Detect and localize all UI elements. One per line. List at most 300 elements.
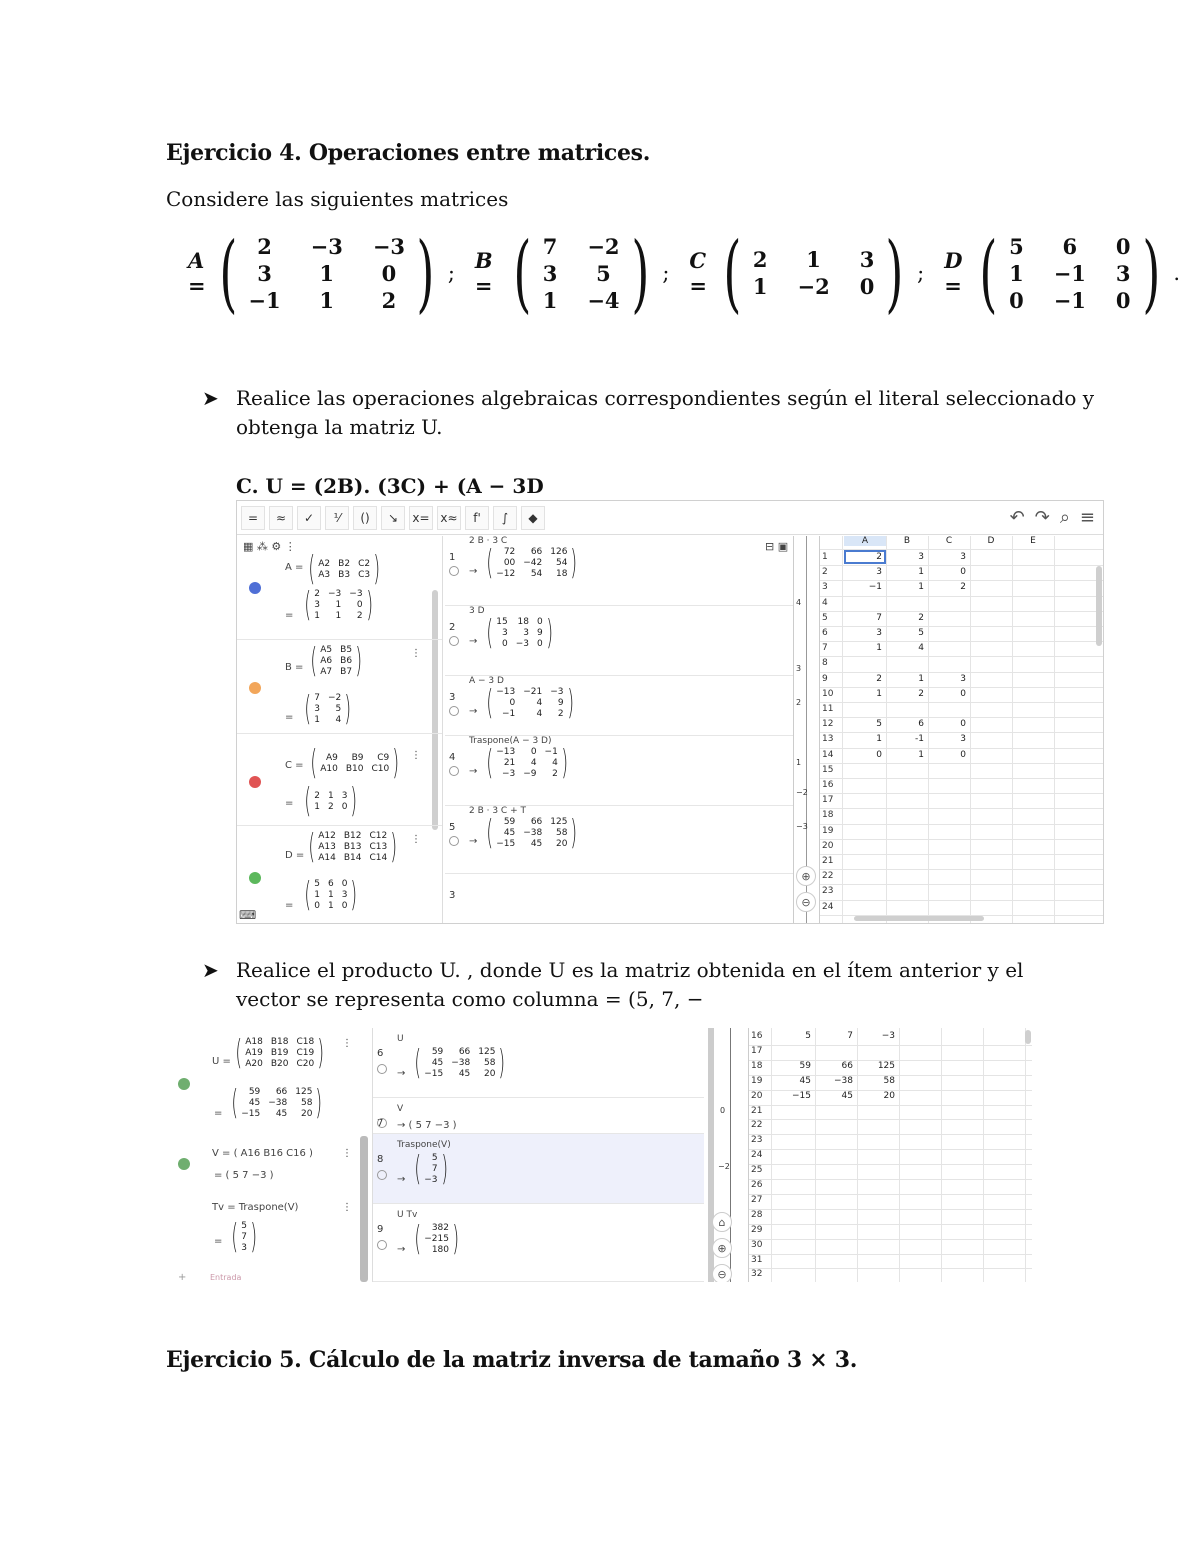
row-header[interactable]: 18 [822, 810, 834, 821]
matrix-entry: 5 [1009, 233, 1024, 259]
mini-matrix-entry: 59 [431, 1047, 444, 1057]
column-header[interactable]: A [844, 536, 886, 546]
cas-row[interactable] [445, 806, 793, 874]
cas-row[interactable] [445, 536, 793, 606]
algebra-item-d[interactable] [237, 826, 442, 924]
sheet-cell[interactable]: −3 [881, 1031, 895, 1041]
cas-input[interactable]: U Tv [397, 1210, 418, 1220]
toolbar-button-expand[interactable]: ↘ [381, 506, 405, 530]
sheet-cell[interactable]: 3 [876, 567, 882, 578]
toolbar-button-solve[interactable]: x≈ [437, 506, 461, 530]
cas-row[interactable] [445, 874, 793, 924]
cas-row-number: 5 [449, 822, 456, 833]
row-header[interactable]: 25 [751, 1165, 763, 1176]
sheet-cell[interactable]: −15 [792, 1090, 811, 1101]
sheet-cell[interactable]: 20 [883, 1090, 895, 1101]
algebra-item-b[interactable] [237, 640, 442, 734]
sheet-scrollbar[interactable] [1025, 1030, 1031, 1044]
item-2-line-1: Realice el producto U. , donde U es la matriz obtenida en el ítem anterior y el [236, 958, 1024, 982]
row-header[interactable]: 30 [751, 1239, 763, 1250]
matrix-entry: 7 [542, 233, 558, 259]
grid-line [820, 656, 1104, 657]
search-icon[interactable]: ⌕ [1059, 507, 1070, 528]
row-header[interactable]: 16 [751, 1031, 763, 1041]
cas-row[interactable] [445, 606, 793, 676]
sheet-cell[interactable]: -1 [915, 734, 924, 745]
mini-matrix-entry: 1 [328, 790, 334, 801]
row-header[interactable]: 23 [822, 886, 834, 897]
visibility-toggle-d[interactable] [249, 872, 261, 884]
row-header[interactable]: 18 [751, 1060, 763, 1071]
cas-row[interactable] [445, 676, 793, 736]
redo-icon[interactable]: ↷ [1034, 507, 1050, 528]
toolbar-button-substitute[interactable]: x= [409, 506, 433, 530]
matrix-entry: 0 [1115, 287, 1131, 313]
sheet-cell[interactable]: 45 [799, 1075, 811, 1086]
sheet-cell[interactable]: 2 [876, 552, 882, 562]
cas-row-radio[interactable] [449, 636, 459, 646]
sheet-cell[interactable]: 5 [918, 628, 924, 638]
sheet-horizontal-scrollbar[interactable] [854, 916, 984, 921]
matrix-c-name: C = [689, 248, 708, 298]
left-paren: ( [308, 827, 315, 867]
cas-output-matrix [483, 813, 581, 853]
row-header[interactable]: 32 [751, 1269, 763, 1280]
cas-row-radio[interactable] [449, 706, 459, 716]
row-header[interactable]: 26 [751, 1180, 763, 1190]
sheet-cell[interactable]: 1 [876, 688, 882, 699]
mini-matrix-entry: 3 [314, 600, 320, 610]
tick-label: −2 [796, 788, 808, 797]
graphics-view-2[interactable] [704, 1028, 748, 1282]
right-paren: ) [250, 1217, 257, 1257]
row-header[interactable]: 14 [822, 749, 834, 760]
left-paren: ( [723, 224, 742, 322]
matrix-entry: 3 [542, 260, 558, 286]
algebra-item-menu-icon[interactable]: ⋮ [411, 834, 421, 845]
input-bar-hint[interactable]: Entrada [210, 1273, 242, 1282]
row-header[interactable]: 7 [822, 643, 828, 654]
cas-output-matrix [483, 683, 577, 723]
right-paren: ) [570, 543, 578, 583]
row-header[interactable]: 13 [822, 734, 834, 745]
sheet-cell[interactable]: 59 [799, 1060, 811, 1071]
mini-matrix-entry: B2 [338, 558, 351, 569]
algebra-item-menu-icon[interactable]: ⋮ [342, 1148, 352, 1159]
grid-line [749, 1224, 1032, 1225]
toolbar-button-derivative[interactable]: f' [465, 506, 489, 530]
toolbar-button-fraction[interactable]: ⅟ [325, 506, 349, 530]
row-header[interactable]: 23 [751, 1135, 763, 1146]
algebra-item-menu-icon[interactable]: ⋮ [342, 1202, 352, 1213]
tick-label: −3 [796, 822, 808, 831]
mini-matrix-entry: A7 [320, 667, 333, 677]
right-paren: ) [315, 1083, 323, 1123]
visibility-toggle-c[interactable] [249, 776, 261, 788]
algebra-item-menu-icon[interactable]: ⋮ [342, 1038, 352, 1049]
sheet-cell[interactable]: 0 [960, 749, 966, 760]
toolbar-button-evaluate[interactable]: = [241, 506, 265, 530]
grid-line [749, 1164, 1032, 1165]
keyboard-icon[interactable]: ⌨ [239, 908, 257, 922]
cas-view-header-icons: ⊟ ▣ [765, 540, 789, 553]
left-paren: ( [304, 585, 311, 625]
row-header[interactable]: 1 [822, 552, 828, 562]
row-header[interactable]: 28 [751, 1209, 763, 1220]
cas-row[interactable] [373, 1134, 704, 1204]
cas-row-radio[interactable] [377, 1170, 387, 1180]
sheet-cell[interactable]: 4 [918, 643, 924, 654]
cas-row-radio[interactable] [449, 836, 459, 846]
matrix-entry: 1 [319, 287, 335, 313]
mini-matrix-entry: −1 [544, 747, 558, 757]
mini-matrix-entry: 15 [496, 617, 508, 627]
mini-matrix-entry: A5 [320, 645, 333, 655]
matrix-entry: 1 [319, 260, 335, 286]
mini-matrix-entry: C13 [369, 842, 388, 852]
cas-input[interactable]: 2 B · 3 C [469, 536, 508, 546]
right-paren: ) [350, 781, 358, 821]
left-paren: ( [310, 641, 317, 681]
algebra-item-menu-icon[interactable]: ⋮ [411, 648, 421, 659]
matrix-entry: 1 [542, 287, 558, 313]
row-header[interactable]: 22 [822, 871, 834, 882]
zoom-in-icon[interactable]: ⊕ [796, 866, 816, 886]
matrix-entry: −3 [372, 233, 406, 259]
mini-matrix-entry: 6 [328, 879, 334, 889]
zoom-out-icon[interactable]: ⊖ [712, 1264, 732, 1282]
matrix-entry: −1 [1053, 287, 1086, 313]
spreadsheet-view-2[interactable] [748, 1028, 1032, 1282]
sheet-cell[interactable]: 1 [918, 567, 924, 578]
row-header[interactable]: 10 [822, 688, 834, 699]
mini-matrix-entry: 2 [356, 611, 363, 621]
toolbar-button-delete[interactable]: ◆ [521, 506, 545, 530]
grid-line [820, 900, 1104, 901]
sheet-cell[interactable]: 3 [918, 552, 924, 562]
grid-line [820, 793, 1104, 794]
matrix-entry: −4 [587, 287, 620, 313]
mini-matrix-entries [314, 791, 347, 812]
sheet-cell[interactable]: 1 [918, 673, 924, 684]
grid-line [820, 869, 1104, 870]
mini-matrix-entries [241, 1221, 247, 1253]
cas-output-matrix [483, 543, 581, 583]
toolbar-right [1010, 507, 1095, 528]
cas-output-matrix [411, 1219, 462, 1259]
mini-matrix-entry: 125 [295, 1087, 313, 1097]
matrix-c [689, 224, 944, 322]
mini-matrix-entry: 18 [556, 569, 568, 579]
sheet-cell[interactable]: 2 [876, 673, 882, 684]
toolbar-button-factor[interactable]: () [353, 506, 377, 530]
mini-matrix-entry: 2 [552, 769, 558, 779]
algebra-c-eq: = [285, 798, 294, 809]
sheet-cell[interactable]: 3 [960, 673, 966, 684]
mini-matrix-entry: A9 [325, 752, 338, 763]
matrix-entry: 2 [752, 247, 768, 272]
row-header[interactable]: 24 [751, 1150, 763, 1161]
cas-row[interactable] [373, 1204, 704, 1282]
column-header[interactable]: C [945, 536, 953, 546]
cas-row-radio[interactable] [377, 1064, 387, 1074]
row-header[interactable]: 22 [751, 1120, 763, 1131]
matrix-entry: 6 [1062, 233, 1078, 259]
grid-line [899, 1028, 900, 1282]
algebra-a-def: A = [285, 562, 304, 573]
sheet-cell[interactable]: −1 [868, 582, 882, 593]
row-header[interactable]: 21 [751, 1105, 763, 1116]
algebra-b-value [301, 689, 355, 729]
grid-line [820, 596, 1104, 597]
right-paren: ) [885, 224, 904, 322]
cas-input[interactable]: V [397, 1104, 404, 1114]
right-paren: ) [452, 1219, 459, 1259]
sheet-cell[interactable]: 1 [918, 749, 924, 760]
grid-line [749, 1194, 1032, 1195]
cas-row-radio[interactable] [449, 766, 459, 776]
sheet-cell[interactable]: 58 [883, 1075, 895, 1086]
mini-matrix-entry: 45 [530, 839, 543, 849]
left-paren: ( [979, 224, 998, 322]
mini-matrix-entry: A13 [318, 842, 336, 852]
item-1-text [236, 384, 1094, 442]
sheet-cell[interactable]: 125 [877, 1060, 895, 1071]
toolbar-button-integral[interactable]: ∫ [493, 506, 517, 530]
mini-matrix-entry: C20 [296, 1059, 315, 1069]
row-header[interactable]: 21 [822, 856, 834, 866]
cas-output-matrix [483, 613, 556, 653]
bullet-arrow-icon: ➤ [202, 386, 219, 410]
algebra-a-cells [305, 549, 383, 589]
mini-matrix-entry: −3 [501, 769, 516, 779]
visibility-toggle-u[interactable] [178, 1078, 190, 1090]
mini-matrix-entry: A12 [318, 831, 336, 841]
add-input-icon[interactable]: + [178, 1272, 187, 1282]
grid-line [1025, 1028, 1026, 1282]
cas-row-number: 3 [449, 890, 456, 901]
mini-matrix-entry: 58 [484, 1058, 496, 1068]
cas-row[interactable] [373, 1098, 704, 1134]
row-header[interactable]: 24 [822, 901, 834, 912]
sheet-cell[interactable]: 0 [876, 749, 882, 760]
left-paren: ( [414, 1149, 421, 1189]
toolbar-button-check[interactable]: ✓ [297, 506, 321, 530]
sheet-cell[interactable]: 5 [805, 1031, 811, 1041]
mini-matrix-entry: A18 [245, 1037, 263, 1047]
row-header[interactable]: 17 [822, 795, 834, 806]
mini-matrix-entry: 0 [341, 879, 348, 889]
mini-matrix-entries [318, 831, 387, 863]
left-paren: ( [414, 1043, 421, 1083]
matrix-entry: −1 [1053, 260, 1086, 286]
algebra-d-eq: = [285, 900, 294, 911]
mini-matrix-entry: 9 [557, 698, 564, 708]
mini-matrix-entries [320, 645, 352, 677]
visibility-toggle-b[interactable] [249, 682, 261, 694]
cas-input[interactable]: 2 B · 3 C + T [469, 806, 526, 816]
mini-matrix-entries [245, 1037, 314, 1069]
sheet-cell[interactable]: 0 [960, 719, 966, 730]
sheet-cell[interactable]: 45 [841, 1090, 853, 1101]
cas-row-radio[interactable] [377, 1240, 387, 1250]
matrix-entry: 1 [752, 274, 768, 299]
mini-matrix-entries [496, 547, 567, 579]
mini-matrix-entry: A20 [245, 1059, 263, 1069]
mini-matrix-entry: 0 [537, 617, 543, 627]
algebra-item-a[interactable] [237, 549, 442, 640]
right-paren: ) [630, 224, 649, 322]
sheet-scrollbar[interactable] [1096, 566, 1102, 646]
row-header[interactable]: 20 [751, 1090, 763, 1101]
graphics-view[interactable] [793, 536, 819, 924]
mini-matrix-entry: 4 [530, 758, 537, 768]
matrix-entry: 3 [257, 260, 272, 286]
mini-matrix-entry: 18 [517, 617, 529, 627]
mini-matrix-entries [314, 879, 347, 911]
row-header[interactable]: 20 [822, 840, 834, 851]
left-paren: ( [310, 743, 317, 783]
mini-matrix-entry: B19 [270, 1048, 289, 1058]
row-header[interactable]: 12 [822, 719, 834, 730]
algebra-item-menu-icon[interactable]: ⋮ [411, 750, 421, 761]
visibility-toggle-a[interactable] [249, 582, 261, 594]
mini-matrix-entry: C12 [369, 831, 388, 841]
mini-matrix-entry: 126 [550, 547, 568, 557]
cas-view [445, 536, 793, 924]
home-icon[interactable]: ⌂ [712, 1212, 732, 1232]
sheet-cell[interactable]: 7 [847, 1031, 853, 1041]
grid-line [1054, 536, 1055, 924]
mini-matrix-entry: 58 [301, 1098, 313, 1108]
cas-input[interactable]: A − 3 D [469, 676, 504, 686]
mini-matrix-entries [496, 747, 558, 779]
sheet-cell[interactable]: 2 [918, 612, 924, 623]
sheet-cell[interactable]: 5 [876, 719, 882, 730]
mini-matrix-entry: 20 [484, 1069, 496, 1079]
left-paren: ( [486, 543, 493, 583]
cas-row[interactable] [373, 1028, 704, 1098]
visibility-toggle-v[interactable] [178, 1158, 190, 1170]
tick-label: −2 [718, 1162, 730, 1171]
column-header[interactable]: B [903, 536, 911, 546]
cas-row[interactable] [445, 736, 793, 806]
grid-line [749, 1149, 1032, 1150]
sheet-cell[interactable]: 3 [960, 552, 966, 562]
cas-input[interactable]: U [397, 1034, 404, 1044]
sheet-cell[interactable]: 1 [918, 582, 924, 593]
cas-row-radio[interactable] [377, 1118, 387, 1128]
cas-row-radio[interactable] [449, 566, 459, 576]
spreadsheet-view[interactable] [819, 536, 1104, 924]
algebra-d-def: D = [285, 850, 305, 861]
row-header[interactable]: 5 [822, 612, 828, 623]
row-header[interactable]: 2 [822, 567, 828, 578]
row-header[interactable]: 4 [822, 597, 828, 608]
geogebra-window-1 [236, 500, 1104, 924]
row-header[interactable]: 29 [751, 1224, 763, 1235]
cas-input[interactable]: 3 D [469, 606, 485, 616]
mini-matrix-entry: 2 [557, 709, 564, 719]
row-header[interactable]: 16 [822, 780, 834, 790]
algebra-u-cells [232, 1033, 328, 1073]
row-header[interactable]: 19 [751, 1075, 763, 1086]
row-header[interactable]: 6 [822, 628, 828, 638]
sheet-cell[interactable]: 0 [960, 688, 966, 699]
algebra-scrollbar-2[interactable] [360, 1136, 368, 1282]
mini-matrix-entry: C18 [296, 1037, 315, 1047]
sheet-cell[interactable]: −38 [834, 1075, 853, 1086]
right-paren: ) [355, 641, 363, 681]
cas-input[interactable]: Traspone(V) [397, 1140, 451, 1150]
zoom-in-icon[interactable]: ⊕ [712, 1238, 732, 1258]
mini-matrix-entry: 4 [536, 698, 543, 708]
sheet-cell[interactable]: 3 [876, 628, 882, 638]
cas-row-number: 6 [377, 1048, 384, 1059]
row-header[interactable]: 19 [822, 825, 834, 836]
sheet-cell[interactable]: 3 [960, 734, 966, 745]
column-header[interactable]: E [1030, 536, 1036, 546]
undo-icon[interactable]: ↶ [1009, 507, 1025, 528]
column-header[interactable]: D [987, 536, 995, 546]
row-header[interactable]: 31 [751, 1254, 763, 1265]
sheet-cell[interactable]: 7 [876, 612, 882, 623]
grid-line [749, 1254, 1032, 1255]
selected-cell[interactable] [844, 550, 886, 564]
sheet-cell[interactable]: 2 [918, 688, 924, 699]
grid-line [771, 1028, 772, 1282]
sheet-cell[interactable]: 6 [918, 719, 924, 730]
mini-matrix-entry: 2 [328, 801, 334, 812]
row-header[interactable]: 17 [751, 1045, 763, 1056]
zoom-out-icon[interactable]: ⊖ [796, 892, 816, 912]
sheet-cell[interactable]: 1 [876, 734, 882, 745]
cas-output-arrow: → [469, 636, 478, 647]
mini-matrix-entry: 54 [556, 558, 568, 568]
toolbar-button-numeric[interactable]: ≈ [269, 506, 293, 530]
tick-label: 3 [796, 664, 802, 673]
mini-matrix-entry: 1 [314, 801, 320, 812]
algebra-b-cells [307, 641, 365, 681]
row-header[interactable]: 3 [822, 582, 828, 593]
algebra-item-c[interactable] [237, 734, 442, 826]
sheet-cell[interactable]: 2 [960, 582, 966, 593]
algebra-c-cells [307, 743, 403, 783]
right-paren: ) [416, 224, 435, 322]
menu-icon[interactable]: ≡ [1079, 507, 1095, 528]
sheet-cell[interactable]: 0 [960, 567, 966, 578]
row-header[interactable]: 15 [822, 764, 834, 775]
row-header[interactable]: 8 [822, 658, 828, 669]
mini-matrix-entry: B18 [270, 1037, 289, 1047]
grid-line [749, 1134, 1032, 1135]
mini-matrix-entry: B13 [343, 842, 362, 852]
mini-matrix-entry: A2 [318, 558, 331, 569]
sheet-cell[interactable]: 66 [841, 1060, 853, 1071]
item-1-line-2: obtenga la matriz U. [236, 415, 443, 439]
row-header[interactable]: 9 [822, 673, 828, 684]
grid-line [941, 1028, 942, 1282]
left-paren: ( [486, 743, 493, 783]
sheet-cell[interactable]: 1 [876, 643, 882, 654]
row-header[interactable]: 27 [751, 1194, 763, 1205]
mini-matrix-entry: 1 [314, 715, 320, 725]
item-1-formula: C. U = (2B). (3C) + (A − 3D [236, 474, 544, 498]
row-header[interactable]: 11 [822, 704, 834, 714]
mini-matrix-entry: 45 [248, 1098, 261, 1108]
mini-matrix-entry: 1 [328, 901, 334, 911]
cas-input[interactable]: Traspone(A − 3 D) [469, 736, 552, 746]
